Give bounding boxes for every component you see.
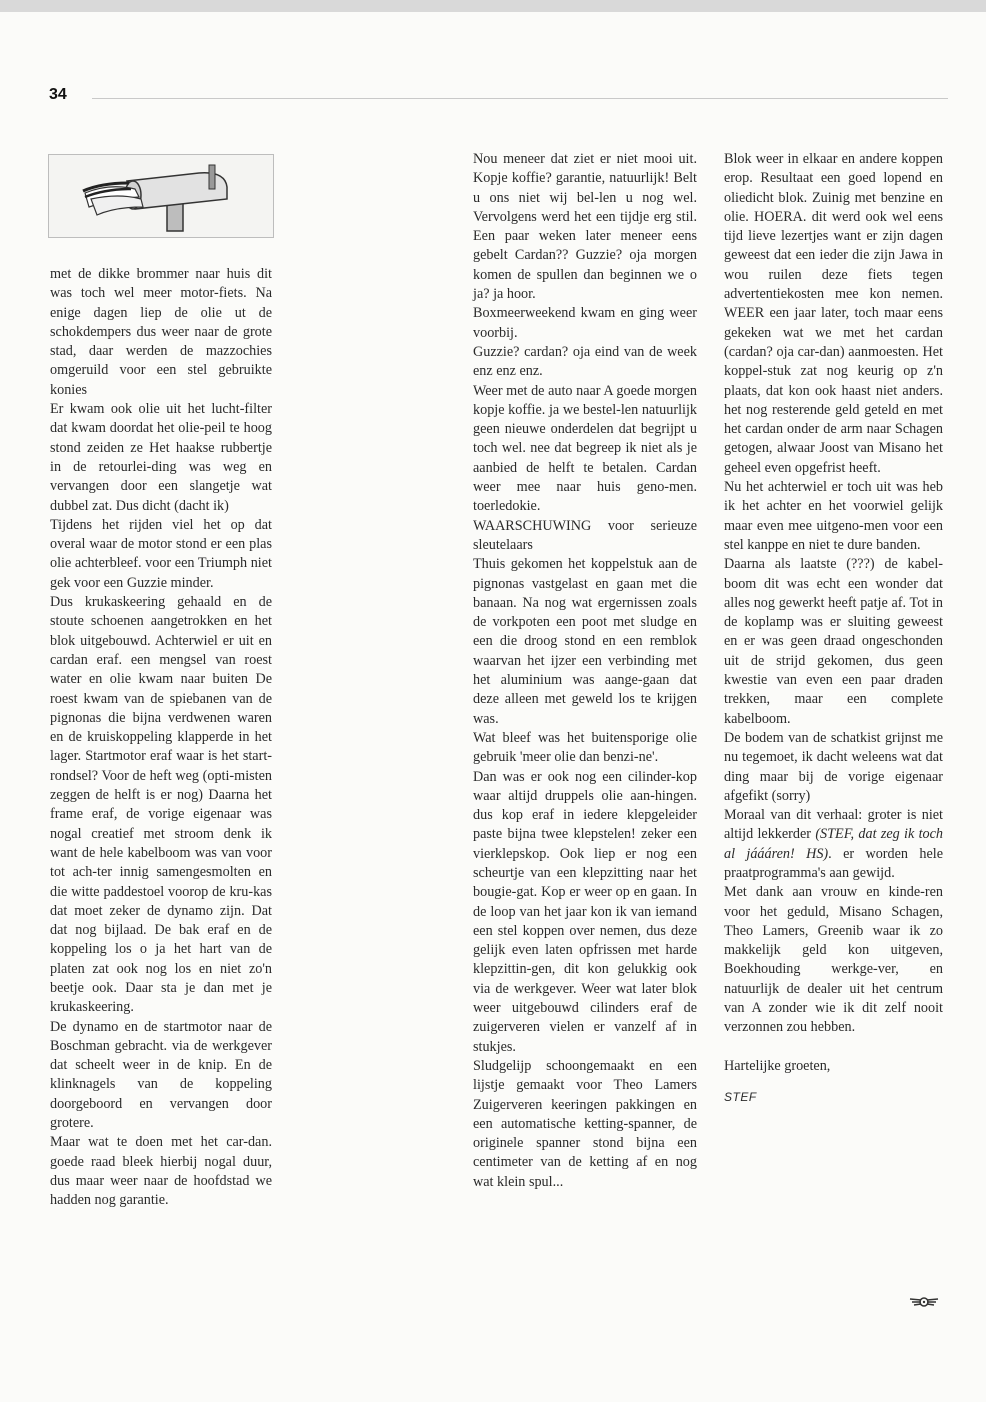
page-number: 34 bbox=[49, 86, 67, 103]
paragraph: Dan was er ook nog een cilinder-kop waar altijd druppels olie aan-hingen. dus kop eraf in iedere klepgeleider paste bijna twee klepstelen! zeker een vierklepskop. Ook liep er nog een scheurtje van een klepzitting naar het bougie-gat. Kop er weer op en gaan. In de loop van het jaar kon ik van iemand een stel koppen over nemen, dus deze gelijk even laten opfrissen met harde klepzittin-gen, dit kon gelukkig ook via de werkgever. Weer wat later blok weer uitgebouwd cilinders eraf de zuigerveren vielen er vanzelf af in stukjes. bbox=[473, 768, 697, 1055]
moral-text: Moraal van dit verhaal: groter is niet altijd lekkerder bbox=[724, 807, 943, 843]
column-left bbox=[50, 265, 272, 1211]
paragraph: De bodem van de schatkist grijnst me nu tegemoet, ik dacht weleens wat dat ding maar bij de vorige eigenaar afgefikt (sorry) bbox=[724, 729, 943, 804]
column-middle bbox=[473, 150, 697, 1192]
paragraph: Sludgelijp schoongemaakt en een lijstje gemaakt voor Theo Lamers Zuigerveren keeringen pakkingen en een automatische ketting-spanner, de originele spanner stond bijna een centimeter van de ketting af en nog wat klein spul... bbox=[473, 1057, 697, 1190]
paragraph: met de dikke brommer naar huis dit was toch wel meer motor-fiets. Na enige dagen liep de olie ut de schokdempers dus weer naar de grote stad, daar werden de mazzochies omgeruild voor een stel gebruikte konies bbox=[50, 266, 272, 398]
paragraph: De dynamo en de startmotor naar de Boschman gebracht. via de werkgever dat scheelt weer in de knip. En de klinknagels van de koppeling doorgeboord en vervangen door grotere. bbox=[50, 1018, 272, 1132]
paragraph: Nu het achterwiel er toch uit was heb ik het achter en het voorwiel gelijk maar even mee uitgeno-men voor een stel kanppe en niet te dure banden. bbox=[724, 479, 943, 553]
paragraph: WAARSCHUWING voor serieuze sleutelaars bbox=[473, 517, 697, 553]
author-signature: STEF bbox=[724, 1089, 757, 1104]
winged-wheel-logo-icon bbox=[908, 1294, 940, 1310]
column-right bbox=[724, 150, 943, 1107]
editor-aside: (STEF, dat zeg ik toch al jáááren! HS) bbox=[724, 826, 943, 862]
paragraph: Guzzie? cardan? oja eind van de week enz enz enz. bbox=[473, 343, 697, 380]
paragraph: Dus krukaskeering gehaald en de stoute schoenen aangetrokken en het blok uitgebouwd. Achterwiel er uit en cardan eraf. een mengsel van roest water en olie kwam naar buiten De roest kwam van de spiebanen van de pignonas die bijna verdwenen waren en de kruiskoppeling klapperde in het lager. Startmotor eraf waar is het start-rondsel? Voor de heft weg (opti-misten zeggen de helft is er nog) Daarna het frame eraf, de vorige eigenaar was nogal creatief met stroom denk ik want de hele kabelboom was van voor tot ach-ter innig samengesmolten en die witte paddestoel voorop de kru-kas dat moet zeker de dynamo zijn. Dat dat nog bijlaad. De bak eraf en de koppeling los o ja het hart van de platen zat ook nog los en niet zo'n beetje ook. Daar sta je dan met je krukaskeering. bbox=[50, 594, 272, 1016]
paragraph: Maar wat te doen met het car-dan. goede raad bleek hierbij nogal duur, dus maar weer naar de hoofdstad we hadden nog garantie. bbox=[50, 1134, 272, 1209]
header-rule bbox=[92, 98, 948, 99]
mailbox-illustration bbox=[48, 154, 274, 238]
moral-tail: . er worden hele praatprogramma's aan gewijd. bbox=[724, 845, 944, 881]
moral-paragraph bbox=[724, 806, 943, 883]
mailbox-icon bbox=[49, 155, 275, 239]
paragraph: Nou meneer dat ziet er niet mooi uit. Kopje koffie? garantie, natuurlijk! Belt u ons niet wij bel-len u nog wel. Vervolgens werd het een tijdje erg stil. Een paar weken later meneer eens gebelt Cardan?? Guzzie? oja morgen komen de spullen dan beginnen we o ja? ja hoor. bbox=[473, 151, 697, 303]
paragraph: Boxmeerweekend kwam en ging weer voorbij. bbox=[473, 305, 697, 341]
thanks-paragraph: Met dank aan vrouw en kinde-ren voor het geduld, Misano Schagen, Theo Lamers, Greenib waar ik zo makkelijk geld kon uitgeven, Boekhouding werkge-ver, en natuurlijk de dealer uit het centrum van A zonder wie ik dit zelf nooit verzonnen zou hebben. bbox=[724, 884, 943, 1036]
paragraph: Thuis gekomen het koppelstuk aan de pignonas vastgelast en gaan met die banaan. Na nog wat ergernissen zoals de vorkpoten een poot met sludge en een die droog stond en een remblok waarvan het ijzer een verbinding met het aluminium was aange-gaan dat deze alleen met geweld los te krijgen was. bbox=[473, 556, 697, 727]
paragraph: Tijdens het rijden viel het op dat overal waar de motor stond er een plas olie achterbleef. voor een Triumph niet gek voor een Guzzie minder. bbox=[50, 516, 272, 591]
paragraph: Blok weer in elkaar en andere koppen erop. Resultaat een goed lopend en oliedicht blok. Zuinig met benzine en olie. HOERA. dit werd ook wel eens tijd lieve lezertjes want er zijn dagen geweest dat een ieder die zijn Jawa in wou ruilen deze fiets tegen advertentiekosten mee kon nemen. WEER een jaar later, toch maar eens gekeken wat we met het cardan (cardan? oja car-dan) aanmoesten. Het koppel-stuk zat nog keurig op z'n plaats, dat kon ook haast niet anders. het nog resterende geld geteld en met het cardan onder de arm naar Schagen getogen, alwaar Joost van Misano het geheel even opgefrist heeft. bbox=[724, 151, 943, 476]
closing-greeting: Hartelijke groeten, bbox=[724, 1057, 831, 1074]
paragraph: Daarna als laatste (???) de kabel-boom dit was echt een wonder dat alles nog gewerkt heeft patje af. Tot in de koplamp was er sluiting geweest en er was geen draad ongeschonden uit de strijd gekomen, dus geen kwestie van even een paar draden trekken, maar een complete kabelboom. bbox=[724, 556, 943, 727]
paragraph: Weer met de auto naar A goede morgen kopje koffie. ja we bestel-len natuurlijk geen nieuwe onderdelen dat begrijpt u toch wel. nee dat begreep ik niet als je aanbied de helft te betalen. Cardan weer mee naar huis geno-men. toerledokie. bbox=[473, 382, 697, 515]
paragraph: Er kwam ook olie uit het lucht-filter dat kwam doordat het olie-peil te hoog stond zeiden ze Het haakse rubbertje in de retourlei-ding was weg en vervangen door een slangetje wat dubbel zat. Dus dicht (dacht ik) bbox=[50, 401, 272, 514]
paragraph: Wat bleef was het buitensporige olie gebruik 'meer olie dan benzi-ne'. bbox=[473, 729, 697, 766]
scan-top-strip bbox=[0, 0, 986, 12]
